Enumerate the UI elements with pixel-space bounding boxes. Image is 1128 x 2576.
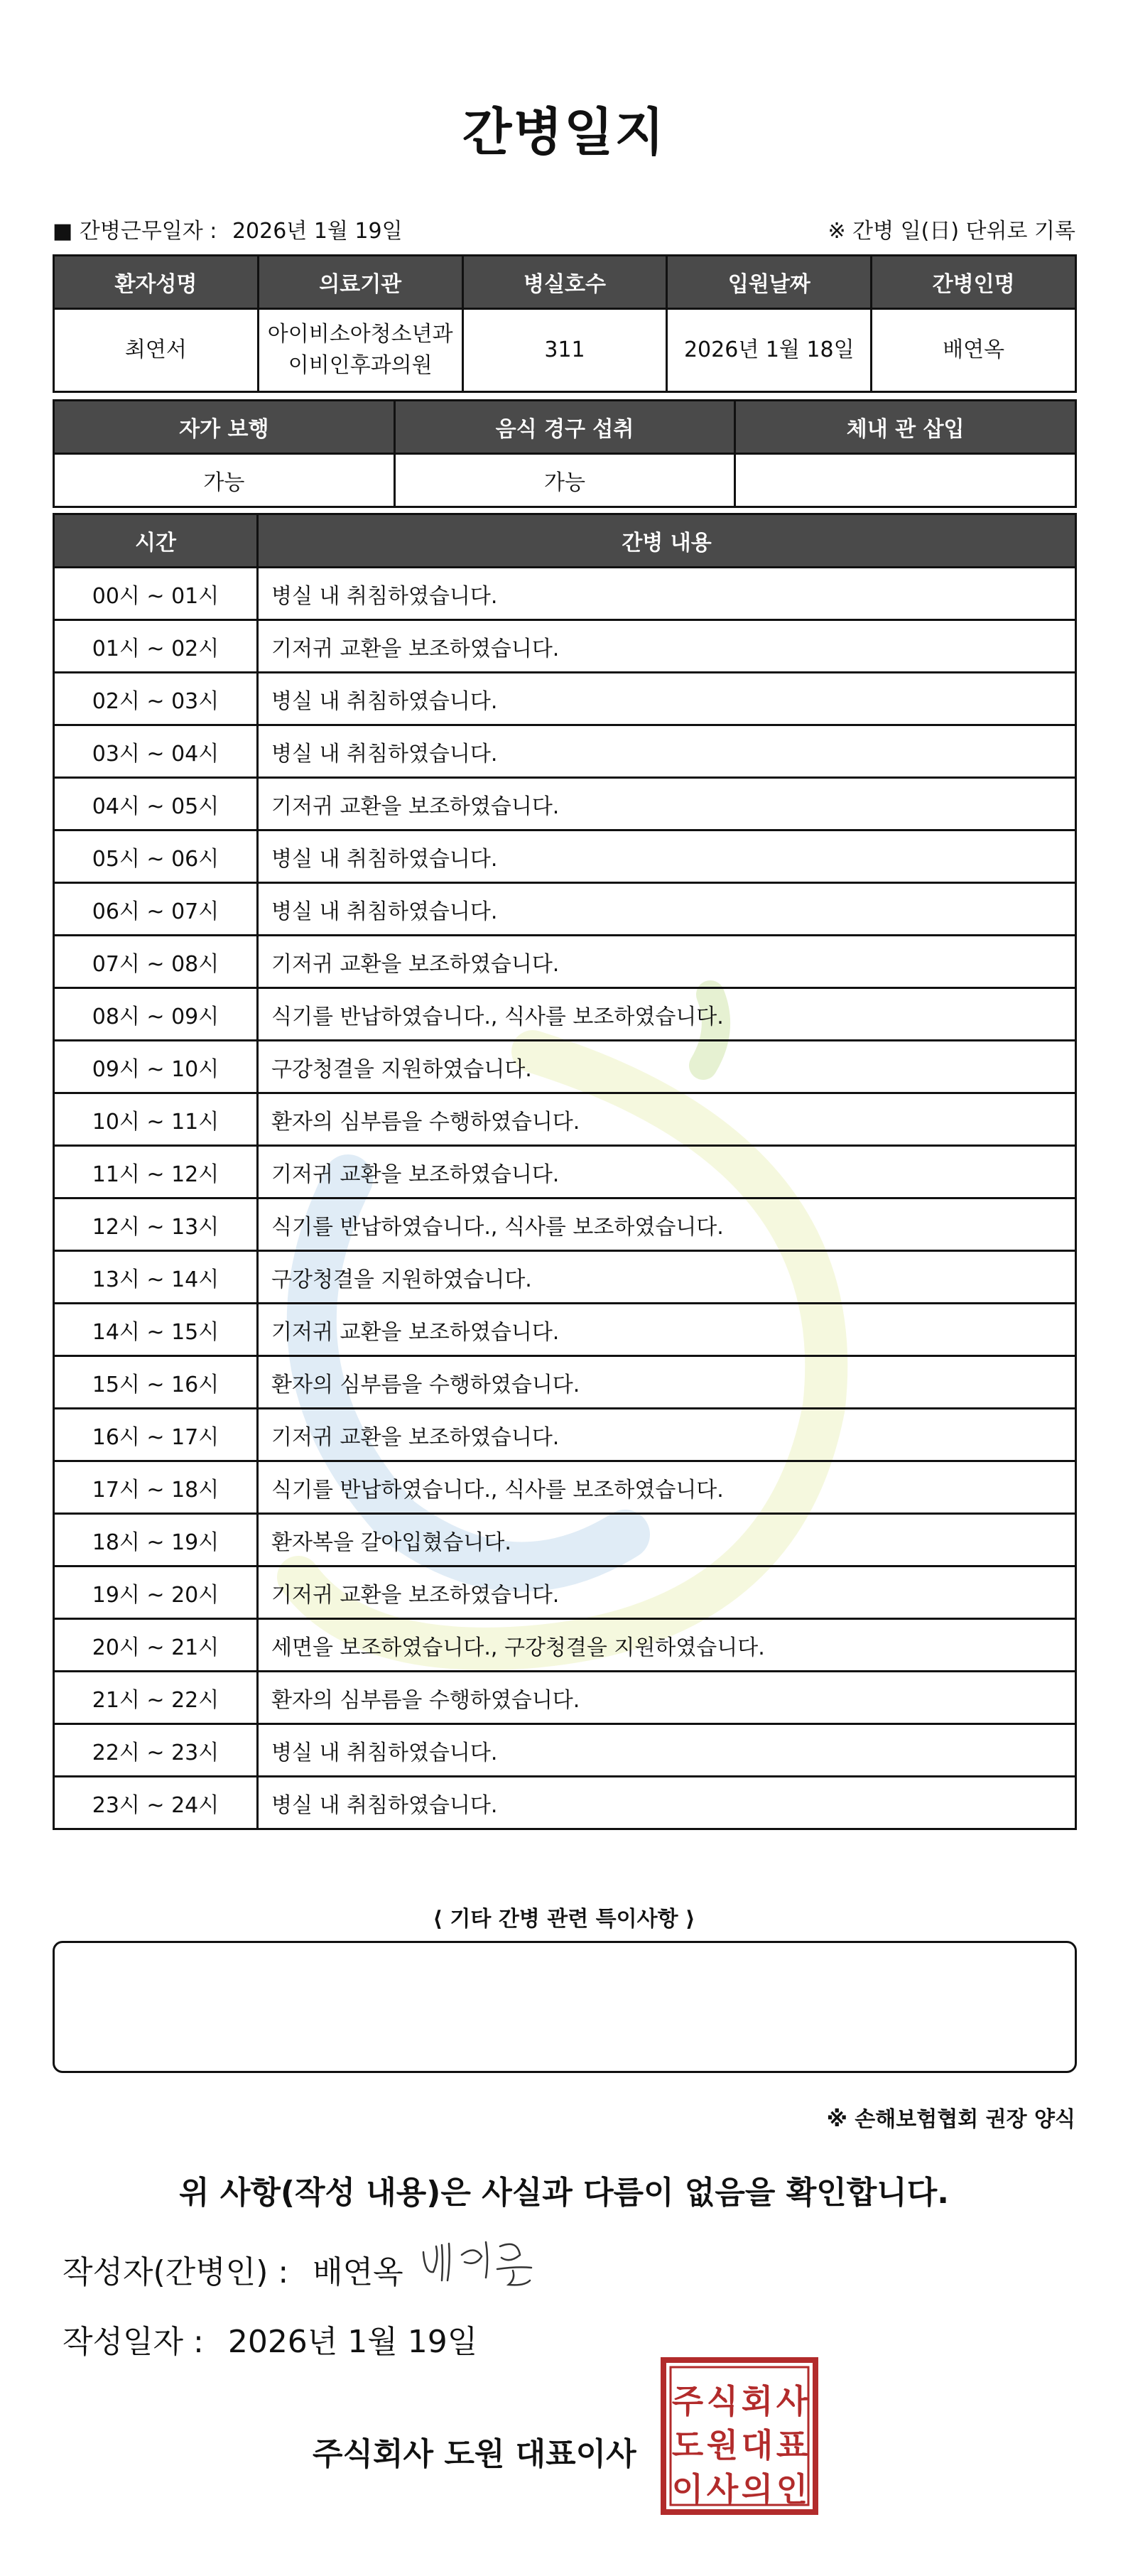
work-date-value: 2026년 1월 19일 bbox=[232, 219, 403, 244]
care-content-cell: 병실 내 취침하였습니다. bbox=[258, 830, 1076, 883]
seal-character: 원 bbox=[706, 2426, 739, 2464]
written-date-value: 2026년 1월 19일 bbox=[227, 2324, 478, 2360]
table-row bbox=[54, 830, 1076, 883]
time-cell: 17시 ~ 18시 bbox=[54, 1461, 258, 1514]
care-content-cell: 환자복을 갈아입혔습니다. bbox=[258, 1514, 1076, 1566]
care-log-table bbox=[53, 513, 1077, 1830]
care-content-cell: 기저귀 교환을 보조하였습니다. bbox=[258, 1304, 1076, 1356]
time-cell: 07시 ~ 08시 bbox=[54, 936, 258, 988]
header-tube-insertion: 체내 관 삽입 bbox=[735, 401, 1076, 454]
time-cell: 05시 ~ 06시 bbox=[54, 830, 258, 883]
table-row bbox=[54, 620, 1076, 673]
time-cell: 15시 ~ 16시 bbox=[54, 1356, 258, 1409]
care-content-cell: 병실 내 취침하였습니다. bbox=[258, 673, 1076, 725]
table-row bbox=[54, 673, 1076, 725]
care-content-cell: 환자의 심부름을 수행하였습니다. bbox=[258, 1356, 1076, 1409]
self-walking-value: 가능 bbox=[54, 454, 395, 507]
care-content-cell: 구강청결을 지원하였습니다. bbox=[258, 1041, 1076, 1093]
header-patient-name: 환자성명 bbox=[54, 256, 259, 309]
oral-intake-value: 가능 bbox=[394, 454, 735, 507]
header-self-walking: 자가 보행 bbox=[54, 401, 395, 454]
time-cell: 16시 ~ 17시 bbox=[54, 1409, 258, 1461]
written-date-label: 작성일자 : bbox=[63, 2324, 204, 2360]
seal-character: 도 bbox=[671, 2426, 704, 2464]
care-content-cell: 세면을 보조하였습니다., 구강청결을 지원하였습니다. bbox=[258, 1619, 1076, 1672]
writer-name: 배연옥 bbox=[313, 2254, 403, 2290]
time-cell: 18시 ~ 19시 bbox=[54, 1514, 258, 1566]
time-cell: 06시 ~ 07시 bbox=[54, 883, 258, 936]
admission-date: 2026년 1월 18일 bbox=[667, 309, 872, 392]
header-room: 병실호수 bbox=[462, 256, 667, 309]
header-admission-date: 입원날짜 bbox=[667, 256, 872, 309]
care-content-cell: 식기를 반납하였습니다., 식사를 보조하였습니다. bbox=[258, 988, 1076, 1041]
table-row bbox=[54, 1566, 1076, 1619]
care-content-cell: 기저귀 교환을 보조하였습니다. bbox=[258, 1409, 1076, 1461]
care-content-cell: 기저귀 교환을 보조하였습니다. bbox=[258, 620, 1076, 673]
work-date bbox=[53, 213, 403, 244]
table-row bbox=[54, 1251, 1076, 1304]
table-row bbox=[54, 1672, 1076, 1724]
table-row bbox=[54, 1304, 1076, 1356]
table-row bbox=[54, 1356, 1076, 1409]
care-log-rows bbox=[54, 568, 1076, 1829]
time-cell: 21시 ~ 22시 bbox=[54, 1672, 258, 1724]
confirmation-statement: 위 사항(작성 내용)은 사실과 다름이 없음을 확인합니다. bbox=[179, 2175, 949, 2211]
table-row bbox=[54, 936, 1076, 988]
patient-status-table bbox=[53, 399, 1077, 508]
work-date-label: ■ 간병근무일자 : bbox=[53, 219, 217, 244]
header-oral-intake: 음식 경구 섭취 bbox=[394, 401, 735, 454]
seal-character: 식 bbox=[706, 2382, 739, 2420]
table-row bbox=[54, 988, 1076, 1041]
time-cell: 08시 ~ 09시 bbox=[54, 988, 258, 1041]
seal-character: 의 bbox=[741, 2470, 774, 2509]
care-content-cell: 기저귀 교환을 보조하였습니다. bbox=[258, 778, 1076, 830]
seal-character: 인 bbox=[776, 2470, 808, 2509]
care-content-cell: 병실 내 취침하였습니다. bbox=[258, 568, 1076, 620]
table-row bbox=[54, 1461, 1076, 1514]
seal-character: 대 bbox=[741, 2426, 774, 2464]
table-row bbox=[54, 1777, 1076, 1829]
table-row bbox=[54, 725, 1076, 778]
hospital-line-2: 이비인후과의원 bbox=[288, 353, 433, 378]
table-row bbox=[54, 1198, 1076, 1251]
table-row bbox=[54, 1514, 1076, 1566]
room-number: 311 bbox=[462, 309, 667, 392]
company-seal bbox=[661, 2357, 818, 2515]
table-row bbox=[54, 1041, 1076, 1093]
table-row bbox=[54, 883, 1076, 936]
time-cell: 23시 ~ 24시 bbox=[54, 1777, 258, 1829]
care-content-cell: 구강청결을 지원하였습니다. bbox=[258, 1251, 1076, 1304]
care-content-cell: 식기를 반납하였습니다., 식사를 보조하였습니다. bbox=[258, 1198, 1076, 1251]
care-content-cell: 병실 내 취침하였습니다. bbox=[258, 1724, 1076, 1777]
notes-title: ⟨ 기타 간병 관련 특이사항 ⟩ bbox=[433, 1907, 695, 1932]
time-cell: 14시 ~ 15시 bbox=[54, 1304, 258, 1356]
time-cell: 12시 ~ 13시 bbox=[54, 1198, 258, 1251]
handwritten-signature bbox=[418, 2231, 546, 2288]
seal-character: 이 bbox=[671, 2470, 704, 2509]
time-cell: 13시 ~ 14시 bbox=[54, 1251, 258, 1304]
table-row bbox=[54, 568, 1076, 620]
seal-character: 주 bbox=[671, 2382, 704, 2420]
unit-note: ※ 간병 일(日) 단위로 기록 bbox=[828, 219, 1075, 244]
caregiver-name: 배연옥 bbox=[872, 309, 1076, 392]
table-row bbox=[54, 1146, 1076, 1198]
seal-character: 사 bbox=[706, 2470, 739, 2509]
care-content-cell: 환자의 심부름을 수행하였습니다. bbox=[258, 1093, 1076, 1146]
table-row bbox=[54, 1619, 1076, 1672]
time-cell: 00시 ~ 01시 bbox=[54, 568, 258, 620]
care-content-cell: 병실 내 취침하였습니다. bbox=[258, 725, 1076, 778]
writer-label: 작성자(간병인) : bbox=[63, 2254, 289, 2290]
time-cell: 04시 ~ 05시 bbox=[54, 778, 258, 830]
care-content-cell: 기저귀 교환을 보조하였습니다. bbox=[258, 936, 1076, 988]
time-cell: 20시 ~ 21시 bbox=[54, 1619, 258, 1672]
header-care-content: 간병 내용 bbox=[258, 514, 1076, 568]
written-date-line bbox=[63, 2316, 477, 2361]
recommend-note: ※ 손해보험협회 권장 양식 bbox=[826, 2107, 1075, 2132]
seal-character: 회 bbox=[741, 2382, 774, 2420]
seal-character: 사 bbox=[776, 2382, 808, 2420]
time-cell: 19시 ~ 20시 bbox=[54, 1566, 258, 1619]
time-cell: 03시 ~ 04시 bbox=[54, 725, 258, 778]
hospital-line-1: 아이비소아청소년과 bbox=[267, 322, 453, 347]
care-content-cell: 기저귀 교환을 보조하였습니다. bbox=[258, 1146, 1076, 1198]
header-hospital: 의료기관 bbox=[258, 256, 462, 309]
document-title: 간병일지 bbox=[462, 102, 666, 162]
care-content-cell: 식기를 반납하였습니다., 식사를 보조하였습니다. bbox=[258, 1461, 1076, 1514]
tube-insertion-value bbox=[735, 454, 1076, 507]
company-ceo: 주식회사 도원 대표이사 bbox=[313, 2436, 636, 2472]
patient-info-table bbox=[53, 254, 1077, 393]
time-cell: 09시 ~ 10시 bbox=[54, 1041, 258, 1093]
time-cell: 02시 ~ 03시 bbox=[54, 673, 258, 725]
time-cell: 10시 ~ 11시 bbox=[54, 1093, 258, 1146]
time-cell: 22시 ~ 23시 bbox=[54, 1724, 258, 1777]
table-row bbox=[54, 778, 1076, 830]
care-content-cell: 병실 내 취침하였습니다. bbox=[258, 883, 1076, 936]
table-row bbox=[54, 1724, 1076, 1777]
seal-character: 표 bbox=[776, 2426, 808, 2464]
care-content-cell: 기저귀 교환을 보조하였습니다. bbox=[258, 1566, 1076, 1619]
time-cell: 11시 ~ 12시 bbox=[54, 1146, 258, 1198]
notes-box bbox=[53, 1941, 1077, 2073]
hospital-name bbox=[258, 309, 462, 392]
table-row bbox=[54, 1409, 1076, 1461]
writer-line bbox=[63, 2246, 403, 2292]
header-time: 시간 bbox=[54, 514, 258, 568]
header-caregiver: 간병인명 bbox=[872, 256, 1076, 309]
patient-name: 최연서 bbox=[54, 309, 259, 392]
care-content-cell: 환자의 심부름을 수행하였습니다. bbox=[258, 1672, 1076, 1724]
care-content-cell: 병실 내 취침하였습니다. bbox=[258, 1777, 1076, 1829]
table-row bbox=[54, 1093, 1076, 1146]
time-cell: 01시 ~ 02시 bbox=[54, 620, 258, 673]
